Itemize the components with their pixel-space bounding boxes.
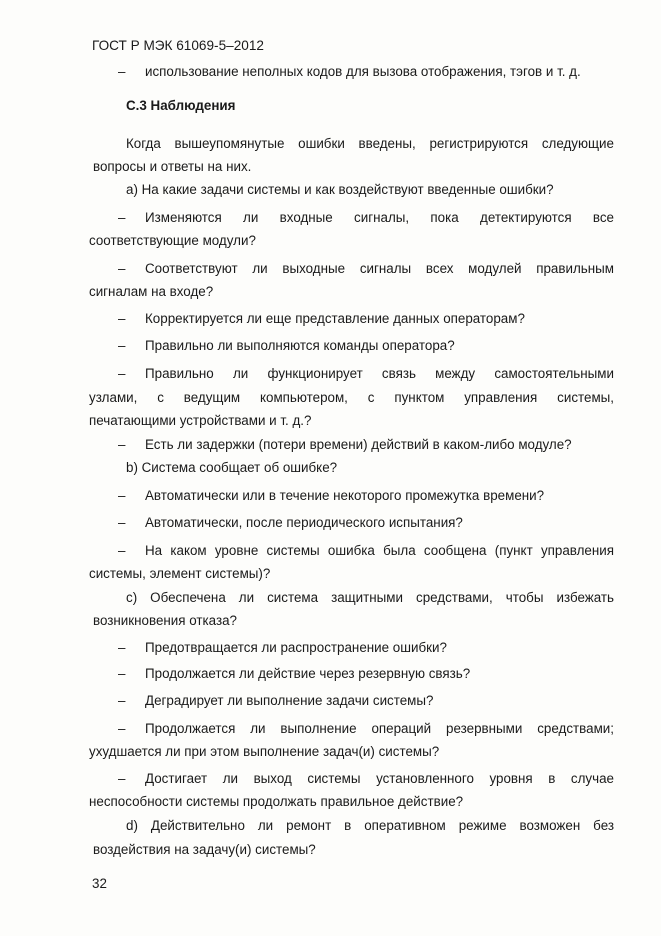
list-item-continuation: соответствующие модули? — [89, 233, 256, 248]
list-dash: – — [118, 721, 126, 736]
list-dash: – — [118, 693, 126, 708]
list-dash: – — [118, 261, 126, 276]
list-item-continuation: системы, элемент системы)? — [89, 566, 271, 581]
list-item: Деградирует ли выполнение задачи системы? — [145, 693, 434, 708]
list-item: Правильно ли функционирует связь между самостоятельными — [145, 366, 614, 381]
page-number: 32 — [92, 876, 107, 891]
list-item: использование неполных кодов для вызова отображения, тэгов и т. д. — [145, 64, 581, 79]
list-dash: – — [118, 488, 126, 503]
list-dash: – — [118, 515, 126, 530]
list-item: Предотвращается ли распространение ошибки? — [145, 640, 447, 655]
section-heading: С.3 Наблюдения — [126, 98, 236, 113]
list-dash: – — [118, 437, 126, 452]
question-a: a) На какие задачи системы и как воздействуют введенные ошибки? — [126, 182, 554, 197]
list-item-continuation: сигналам на входе? — [89, 284, 214, 299]
list-dash: – — [118, 338, 126, 353]
list-item: Правильно ли выполняются команды оператора? — [145, 338, 455, 353]
question-d: d) Действительно ли ремонт в оперативном режиме возможен без — [126, 818, 614, 833]
list-item: Соответствуют ли выходные сигналы всех модулей правильным — [145, 261, 614, 276]
list-dash: – — [118, 771, 126, 786]
list-item: Продолжается ли действие через резервную связь? — [145, 666, 471, 681]
question-continuation: воздействия на задачу(и) системы? — [93, 842, 316, 857]
list-dash: – — [118, 64, 126, 79]
list-item: Изменяются ли входные сигналы, пока детектируются все — [145, 210, 614, 225]
list-item: Автоматически или в течение некоторого промежутка времени? — [145, 488, 545, 503]
list-item-continuation: узлами, с ведущим компьютером, с пунктом управления системы, — [89, 390, 614, 405]
paragraph-line: Когда вышеупомянутые ошибки введены, регистрируются следующие — [126, 136, 614, 151]
list-dash: – — [118, 366, 126, 381]
list-item: Есть ли задержки (потери времени) действий в каком-либо модуле? — [145, 437, 572, 452]
list-dash: – — [118, 640, 126, 655]
list-item: Корректируется ли еще представление данных операторам? — [145, 311, 525, 326]
list-item: На каком уровне системы ошибка была сообщена (пункт управления — [145, 543, 614, 558]
question-continuation: возникновения отказа? — [93, 613, 238, 628]
list-item: Достигает ли выход системы установленного уровня в случае — [145, 771, 614, 786]
paragraph-line: вопросы и ответы на них. — [93, 159, 252, 174]
question-b: b) Система сообщает об ошибке? — [126, 460, 338, 475]
list-item-continuation: ухудшается ли при этом выполнение задач(и) системы? — [89, 744, 440, 759]
list-item: Автоматически, после периодического испытания? — [145, 515, 463, 530]
list-item-continuation: неспособности системы продолжать правильное действие? — [89, 794, 464, 809]
list-dash: – — [118, 543, 126, 558]
document-header: ГОСТ Р МЭК 61069-5–2012 — [92, 38, 264, 53]
list-item-continuation: печатающими устройствами и т. д.? — [89, 413, 312, 428]
list-item: Продолжается ли выполнение операций резервными средствами; — [145, 721, 614, 736]
list-dash: – — [118, 666, 126, 681]
question-c: c) Обеспечена ли система защитными средствами, чтобы избежать — [126, 590, 614, 605]
list-dash: – — [118, 311, 126, 326]
list-dash: – — [118, 210, 126, 225]
